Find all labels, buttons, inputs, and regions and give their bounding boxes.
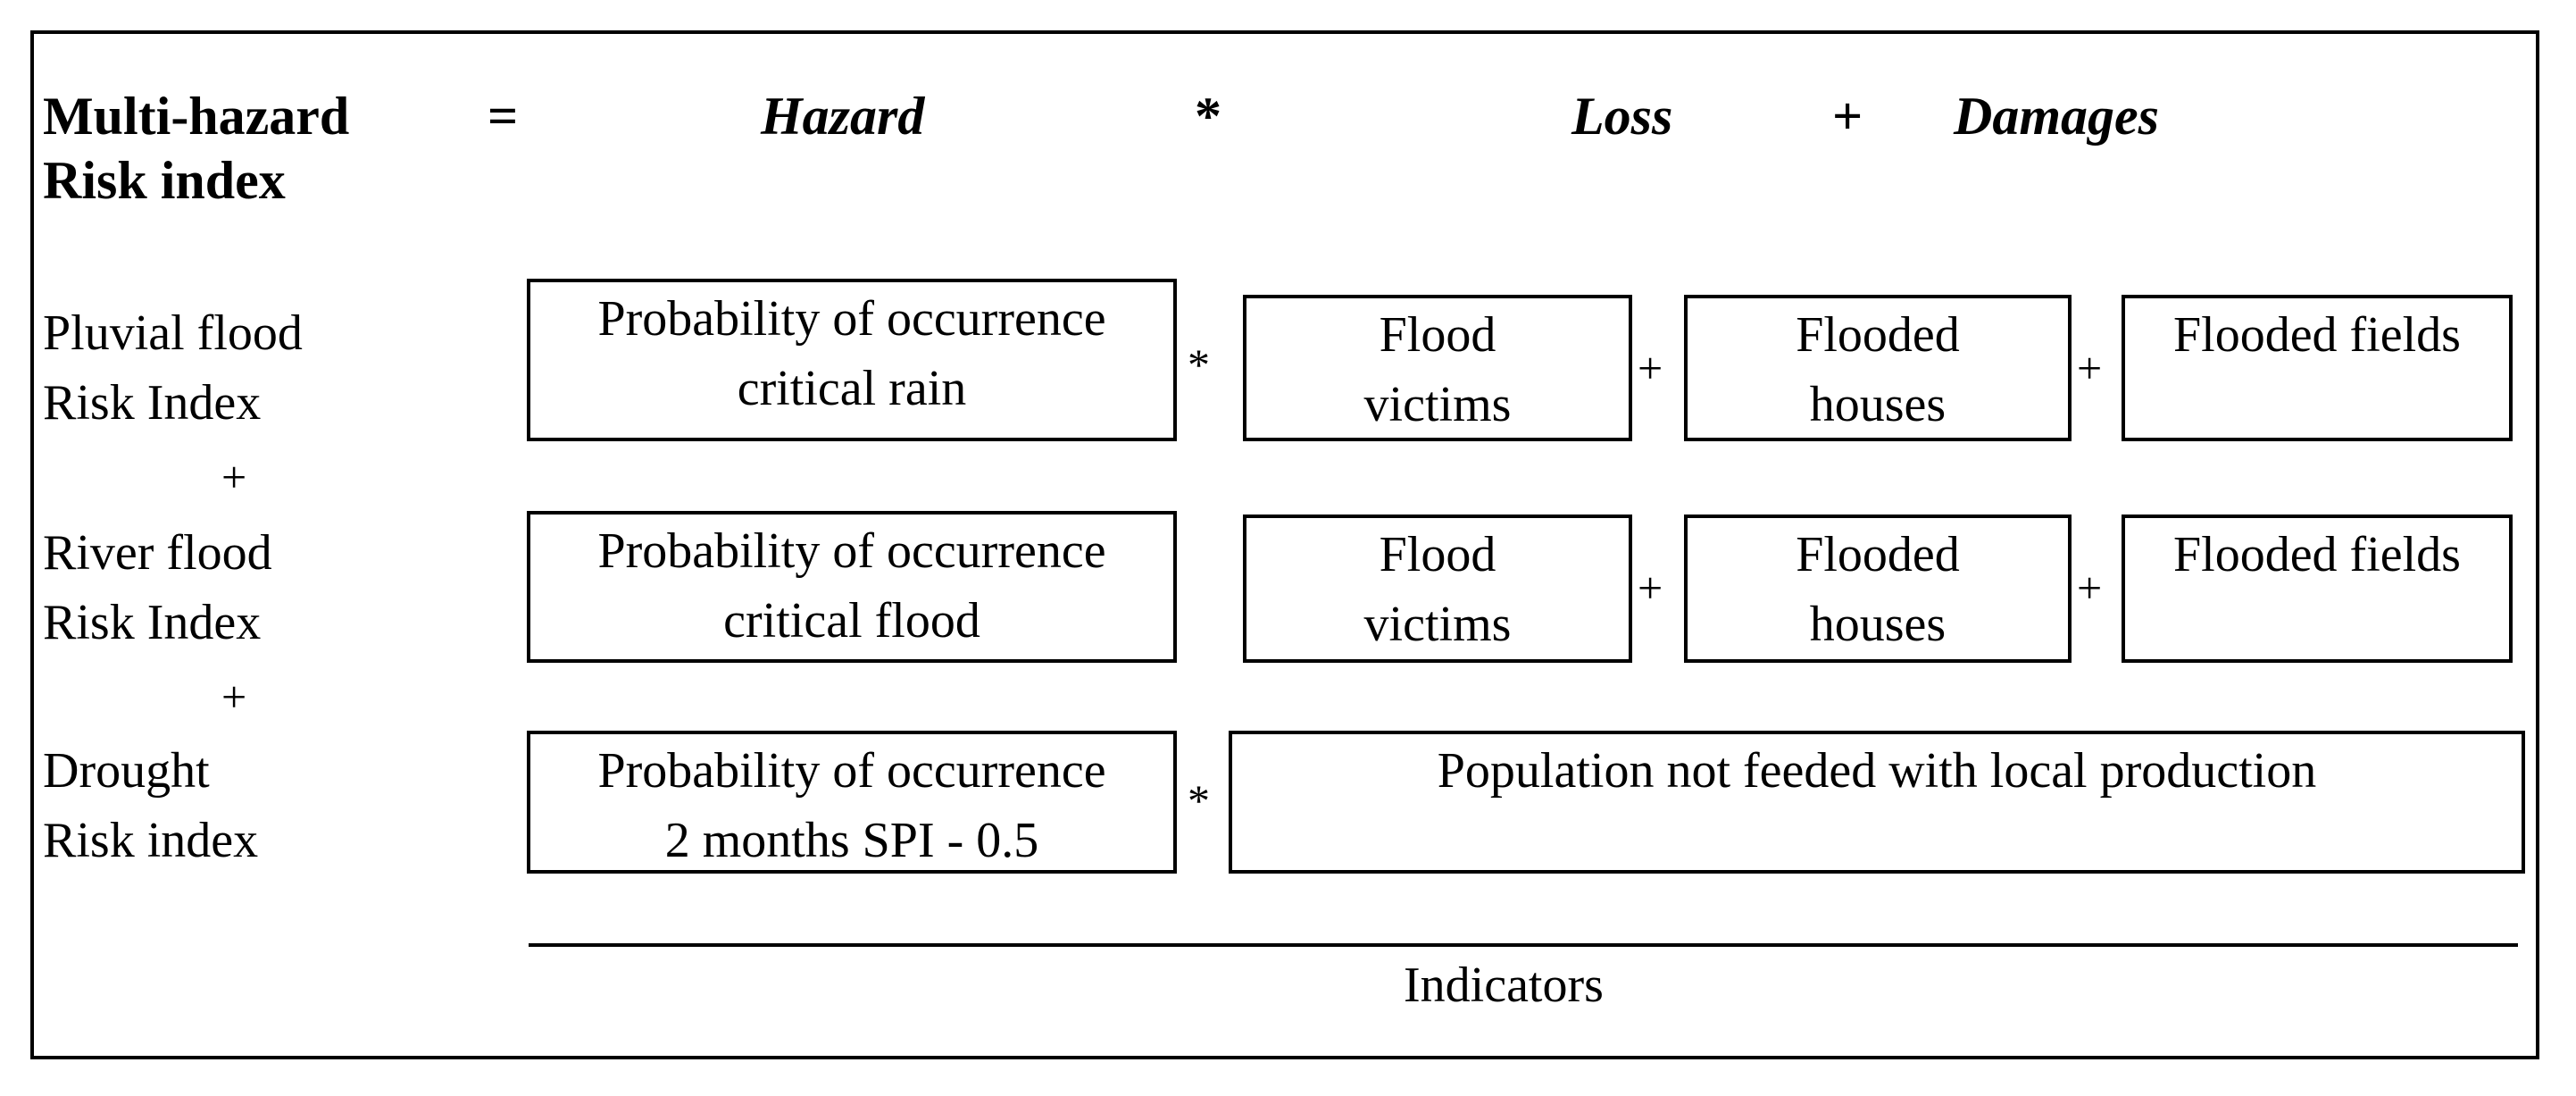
row-plus-sign-2: + [221,672,247,722]
indicators-label: Indicators [1404,958,1604,1013]
drought-hazard-line2: 2 months SPI - 0.5 [664,813,1039,868]
drought-population-line1: Population not feeded with local production [1437,743,2317,799]
pluvial-hazard-box [527,279,1177,441]
indicators-rule [529,943,2518,947]
pluvial-flood-victims-line2: victims [1363,377,1512,432]
river-flooded-houses-line1: Flooded [1796,527,1960,582]
drought-population-box [1229,731,2525,874]
pluvial-flood-label-line2: Risk Index [43,375,262,431]
plus-sign-header: + [1832,87,1863,146]
river-hazard-box [527,511,1177,663]
drought-label-line1: Drought [43,743,210,799]
river-flooded-houses-line2: houses [1809,597,1947,652]
damages-header: Damages [1954,87,2159,146]
pluvial-plus-sign-1: + [1638,343,1663,393]
pluvial-times-sign: * [1188,339,1210,389]
pluvial-plus-sign-2: + [2077,343,2103,393]
pluvial-flooded-houses-line1: Flooded [1796,307,1960,363]
multi-hazard-label-line1: Multi-hazard [43,87,350,146]
river-flood-victims-line2: victims [1363,597,1512,652]
river-flood-victims-box [1243,515,1632,663]
pluvial-hazard-line1: Probability of occurrence [597,291,1106,347]
river-hazard-line2: critical flood [723,593,980,648]
drought-hazard-line1: Probability of occurrence [597,743,1106,799]
equals-sign: = [488,87,519,146]
loss-header: Loss [1571,87,1673,146]
drought-times-sign: * [1188,775,1210,825]
row-plus-sign-1: + [221,452,247,502]
multi-hazard-label-line2: Risk index [43,151,286,210]
times-sign-header: * [1195,87,1221,146]
pluvial-flood-victims-line1: Flood [1379,307,1496,363]
river-flood-label-line2: Risk Index [43,595,262,650]
river-plus-sign-1: + [1638,563,1663,613]
pluvial-flood-victims-box [1243,295,1632,441]
river-flood-victims-line1: Flood [1379,527,1496,582]
pluvial-flooded-houses-box [1684,295,2072,441]
river-flooded-fields-line1: Flooded fields [2173,527,2461,582]
river-flooded-houses-box [1684,515,2072,663]
river-plus-sign-2: + [2077,563,2103,613]
pluvial-flood-label-line1: Pluvial flood [43,305,303,361]
pluvial-flooded-fields-box [2122,295,2513,441]
river-flooded-fields-box [2122,515,2513,663]
pluvial-hazard-line2: critical rain [737,361,967,416]
pluvial-flooded-fields-line1: Flooded fields [2173,307,2461,363]
river-flood-label-line1: River flood [43,525,272,581]
drought-hazard-box [527,731,1177,874]
drought-label-line2: Risk index [43,813,259,868]
river-hazard-line1: Probability of occurrence [597,523,1106,579]
hazard-header: Hazard [761,87,925,146]
pluvial-flooded-houses-line2: houses [1809,377,1947,432]
